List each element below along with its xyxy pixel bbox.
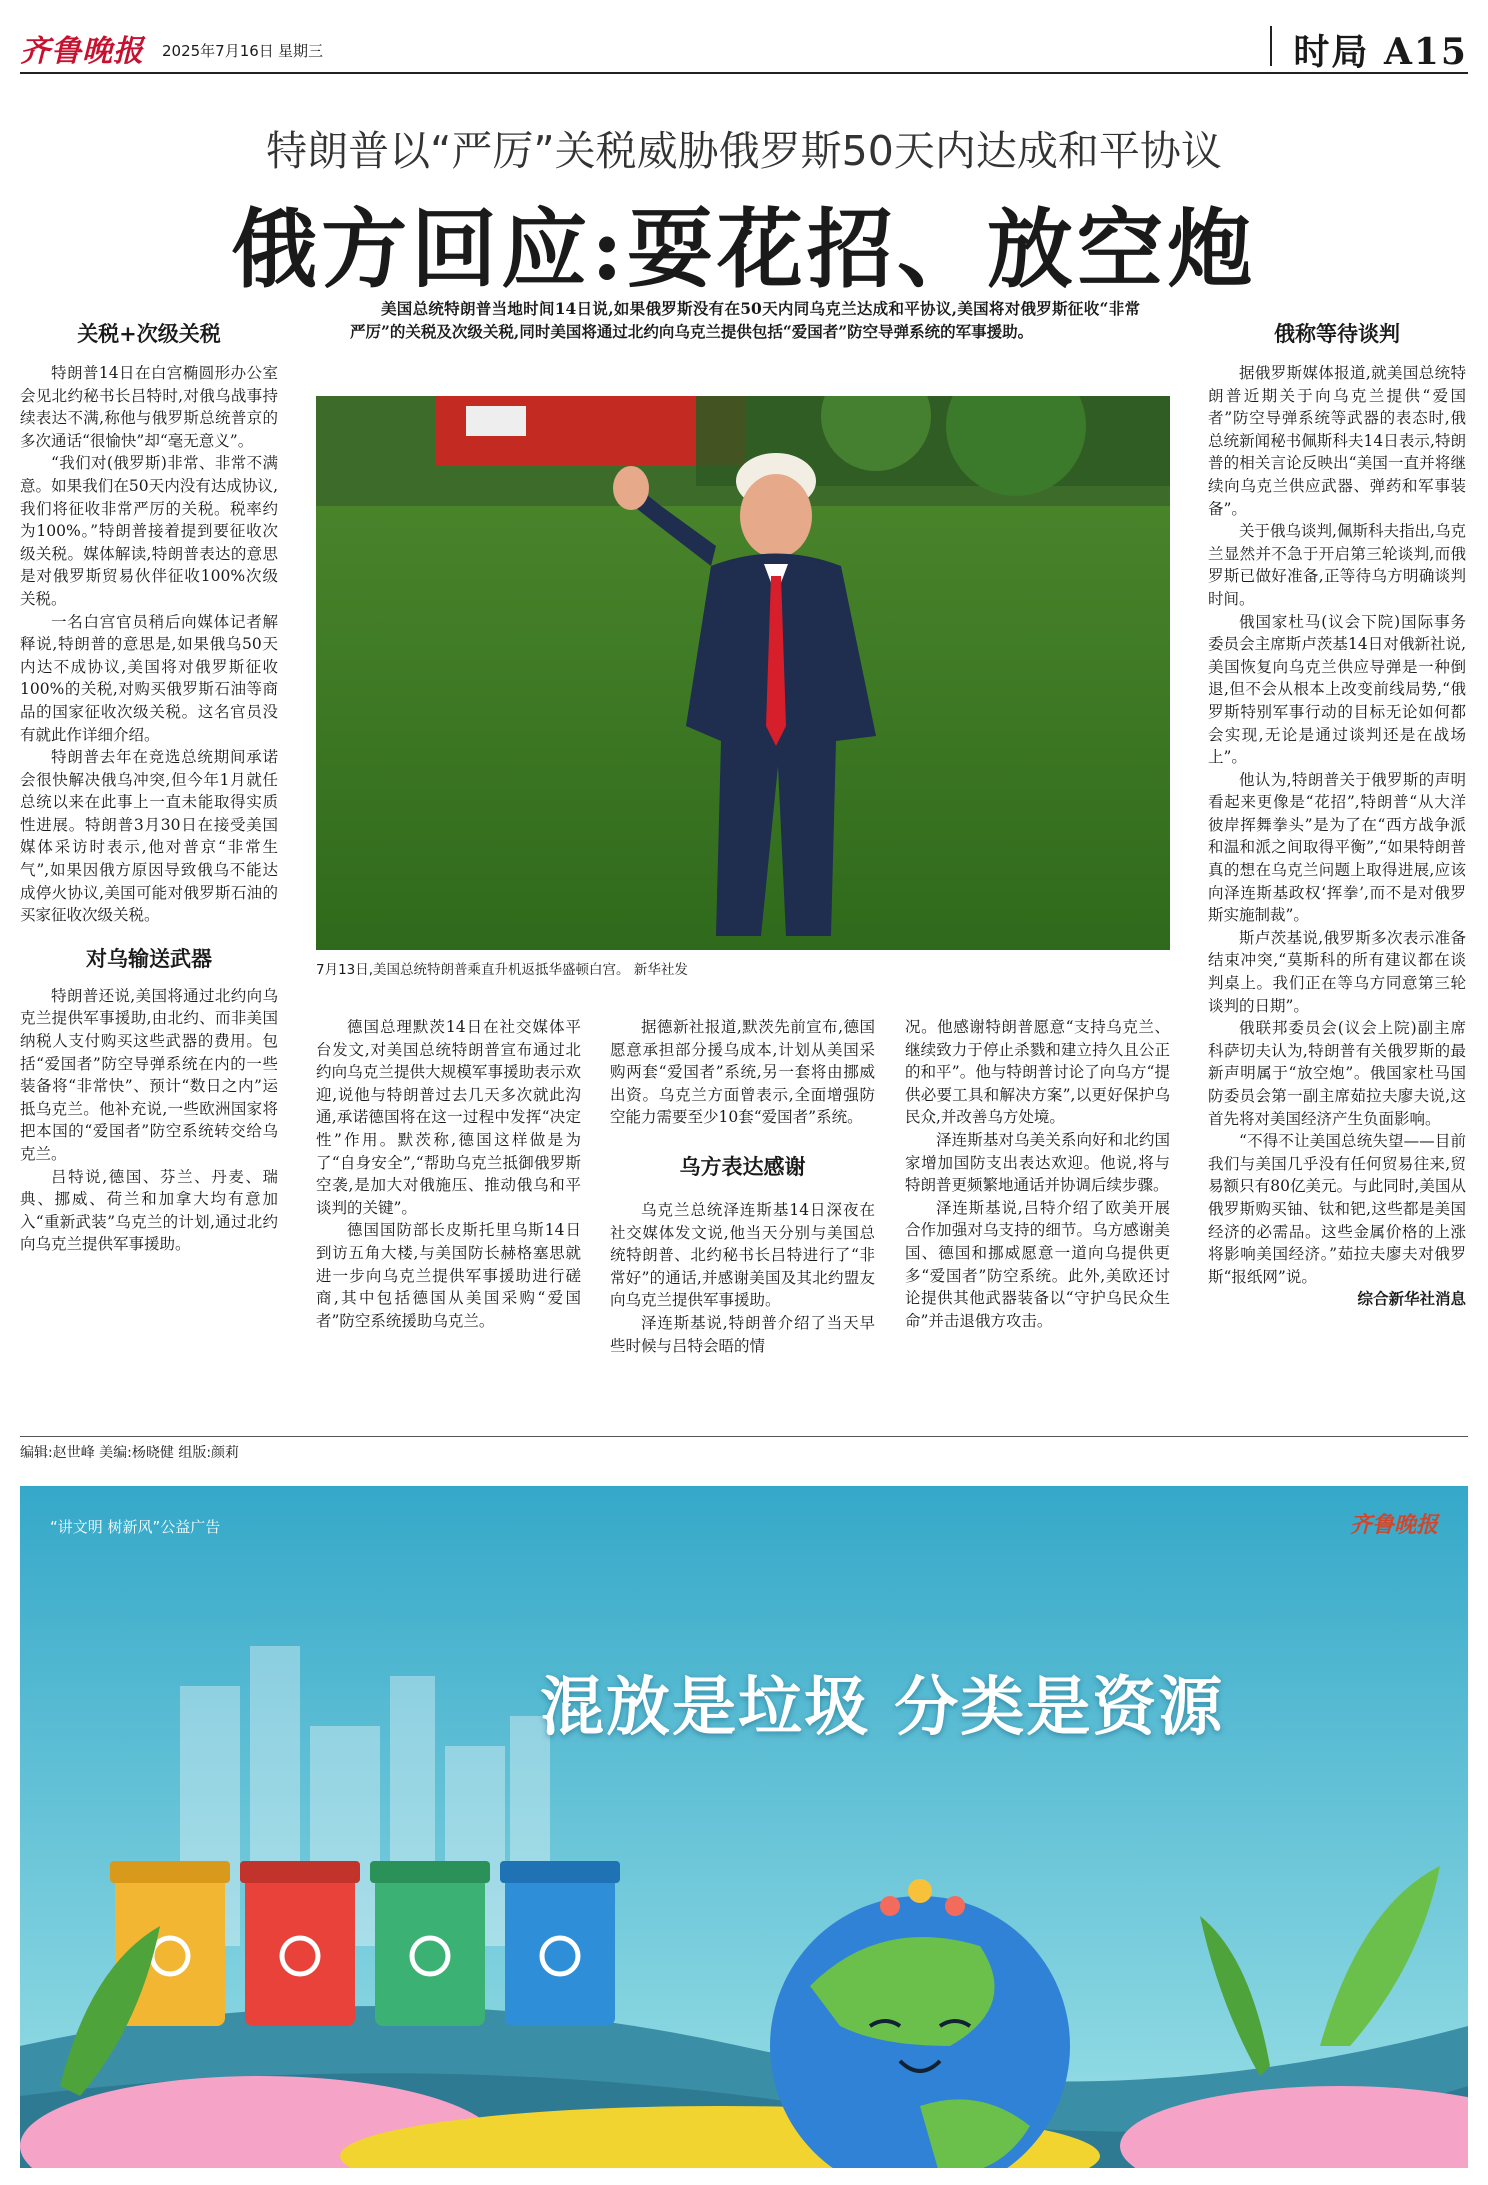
paragraph: 德国总理默茨14日在社交媒体平台发文,对美国总统特朗普宣布通过北约向乌克兰提供大规模军事援助表示欢迎,说他与特朗普过去几天多次就此沟通,承诺德国将在这一过程中发挥“决定性”作用。默茨称,德国这样做是为了“自身安全”,“帮助乌克兰抵御俄罗斯空袭,是加大对俄施压、推动俄乌和平谈判的关键”。 [316, 1018, 581, 1217]
kicker-title: 特朗普以“严厉”关税威胁俄罗斯50天内达成和平协议 [266, 127, 1222, 175]
paragraph: 特朗普14日在白宫椭圆形办公室会见北约秘书长吕特时,对俄乌战事持续表达不满,称他与俄罗斯总统普京的多次通话“很愉快”却“毫无意义”。 [20, 364, 278, 450]
public-service-ad[interactable] [20, 1486, 1468, 2168]
paragraph: 泽连斯基说,吕特介绍了欧美开展合作加强对乌支持的细节。乌方感谢美国、德国和挪威愿意一道向乌提供更多“爱国者”防空系统。此外,美欧还讨论提供其他武器装备以“守护乌民众生命”并击退俄方攻击。 [905, 1198, 1170, 1330]
paragraph: 据俄罗斯媒体报道,就美国总统特朗普近期关于向乌克兰提供“爱国者”防空导弹系统等武器的表态时,俄总统新闻秘书佩斯科夫14日表示,特朗普的相关言论反映出“美国一直并将继续向乌克兰供应武器、弹药和军事装备”。 [1208, 364, 1466, 518]
right-column [1208, 318, 1466, 1311]
masthead-divider [1270, 26, 1272, 66]
ad-slogan: 混放是垃圾 分类是资源 [540, 1670, 1225, 1745]
paragraph: 特朗普还说,美国将通过北约向乌克兰提供军事援助,由北约、而非美国纳税人支付购买这些武器的费用。包括“爱国者”防空导弹系统在内的一些装备将“非常快”、预计“数日之内”运抵乌克兰。他补充说,一些欧洲国家将把本国的“爱国者”防空系统转交给乌克兰。 [20, 986, 278, 1163]
issue-date: 2025年7月16日 [162, 42, 274, 60]
mid-column-3 [905, 1016, 1170, 1332]
paragraph: 德国国防部长皮斯托里乌斯14日到访五角大楼,与美国防长赫格塞思就进一步向乌克兰提供军事援助进行磋商,其中包括德国从美国采购“爱国者”防空系统援助乌克兰。 [316, 1221, 581, 1330]
section-page-label: 时局 A15 [1293, 31, 1468, 73]
photo-caption: 7月13日,美国总统特朗普乘直升机返抵华盛顿白宫。 新华社发 [316, 962, 688, 978]
newspaper-logo[interactable]: 齐鲁晚报 [20, 34, 144, 69]
paragraph: 特朗普去年在竞选总统期间承诺会很快解决俄乌冲突,但今年1月就任总统以来在此事上一直未能取得实质性进展。特朗普3月30日在接受美国媒体采访时表示,他对普京“非常生气”,如果因俄方原因导致俄乌不能达成停火协议,美国可能对俄罗斯石油的买家征收次级关税。 [20, 748, 278, 925]
ad-background [20, 1486, 1468, 2168]
paragraph: 乌克兰总统泽连斯基14日深夜在社交媒体发文说,他当天分别与美国总统特朗普、北约秘书长吕特进行了“非常好”的通话,并感谢美国及其北约盟友向乌克兰提供军事援助。 [610, 1200, 875, 1310]
section-title-weapons: 对乌输送武器 [86, 945, 212, 971]
paragraph: “我们对(俄罗斯)非常、非常不满意。如果我们在50天内没有达成协议,我们将征收非常严厉的关税。税率约为100%。”特朗普接着提到要征收次级关税。媒体解读,特朗普表达的意思是对俄罗斯贸易伙伴征收100%次级关税。 [20, 454, 278, 608]
lead-paragraph: 美国总统特朗普当地时间14日说,如果俄罗斯没有在50天内同乌克兰达成和平协议,美国将对俄罗斯征收“非常严厉”的关税及次级关税,同时美国将通过北约向乌克兰提供包括“爱国者”防空导弹系统的军事援助。 [350, 299, 1140, 341]
main-headline: 俄方回应:耍花招、放空炮 [231, 199, 1257, 300]
paragraph: 泽连斯基说,特朗普介绍了当天早些时候与吕特会晤的情 [610, 1313, 875, 1355]
footer-divider [20, 1436, 1468, 1437]
paragraph: 俄国家杜马(议会下院)国际事务委员会主席斯卢茨基14日对俄新社说,美国恢复向乌克兰供应导弹是一种倒退,但不会从根本上改变前线局势,“俄罗斯特别军事行动的目标无论如何都会实现,无论是通过谈判还是在战场上”。 [1208, 612, 1466, 767]
mid-column-1 [316, 1016, 581, 1332]
mid-column-2 [610, 1016, 875, 1357]
ad-campaign-label: “讲文明 树新风”公益广告 [50, 1518, 221, 1536]
issue-weekday: 星期三 [278, 42, 324, 60]
masthead [20, 22, 1468, 74]
paragraph: 泽连斯基对乌美关系向好和北约国家增加国防支出表达欢迎。他说,将与特朗普更频繁地通话并协调后续步骤。 [905, 1130, 1170, 1195]
paragraph: 吕特说,德国、芬兰、丹麦、瑞典、挪威、荷兰和加拿大均有意加入“重新武装”乌克兰的计划,通过北约向乌克兰提供军事援助。 [20, 1167, 278, 1254]
section-title-ukraine-thanks: 乌方表达感谢 [679, 1153, 806, 1179]
left-column [20, 318, 278, 1256]
section-title-russia-waits: 俄称等待谈判 [1274, 321, 1400, 346]
paragraph: 一名白宫官员稍后向媒体记者解释说,特朗普的意思是,如果俄乌50天内达不成协议,美国将对俄罗斯征收100%的关税,对购买俄罗斯石油等商品的国家征收次级关税。这名官员没有就此作详细介绍。 [20, 612, 278, 744]
section-title-tariffs: 关税+次级关税 [77, 321, 221, 346]
paragraph: 俄联邦委员会(议会上院)副主席科萨切夫认为,特朗普有关俄罗斯的最新声明属于“放空炮”。俄国家杜马国防委员会第一副主席茹拉夫廖夫说,这首先将对美国经济产生负面影响。 [1208, 1019, 1466, 1128]
left-body-2 [20, 985, 278, 1256]
paragraph: 他认为,特朗普关于俄罗斯的声明看起来更像是“花招”,特朗普“从大洋彼岸挥舞拳头”是为了在“西方战争派和温和派之间取得平衡”,“如果特朗普真的想在乌克兰问题上取得进展,应该向泽连斯基政权‘挥拳’,而不是对俄罗斯实施制裁”。 [1208, 770, 1466, 925]
news-photo[interactable] [316, 396, 1170, 950]
paragraph: 关于俄乌谈判,佩斯科夫指出,乌克兰显然并不急于开启第三轮谈判,而俄罗斯已做好准备,正等待乌方明确谈判时间。 [1208, 522, 1466, 608]
article-signature: 综合新华社消息 [1357, 1289, 1466, 1309]
photo-illustration [316, 396, 1170, 950]
paragraph: 斯卢茨基说,俄罗斯多次表示准备结束冲突,“莫斯科的所有建议都在谈判桌上。我们正在等乌方同意第三轮谈判的日期”。 [1208, 928, 1466, 1015]
paragraph: 况。他感谢特朗普愿意“支持乌克兰、继续致力于停止杀戮和建立持久且公正的和平”。他与特朗普讨论了向乌方“提供必要工具和解决方案”,以更好保护乌民众,并改善乌方处境。 [905, 1018, 1170, 1127]
paragraph: 据德新社报道,默茨先前宣布,德国愿意承担部分援乌成本,计划从美国采购两套“爱国者”系统,另一套将由挪威出资。乌克兰方面曾表示,全面增强防空能力需要至少10套“爱国者”系统。 [610, 1018, 875, 1127]
paragraph: “不得不让美国总统失望——目前我们与美国几乎没有任何贸易往来,贸易额只有80亿美元。与此同时,美国从俄罗斯购买铀、钛和钯,这些都是美国经济的必需品。这些金属价格的上涨将影响美国经济。”茹拉夫廖夫对俄罗斯“报纸网”说。 [1208, 1132, 1466, 1286]
editor-credits: 编辑:赵世峰 美编:杨晓健 组版:颜莉 [20, 1445, 240, 1461]
left-body-1 [20, 362, 278, 927]
ad-newspaper-logo: 齐鲁晚报 [1349, 1512, 1438, 1538]
